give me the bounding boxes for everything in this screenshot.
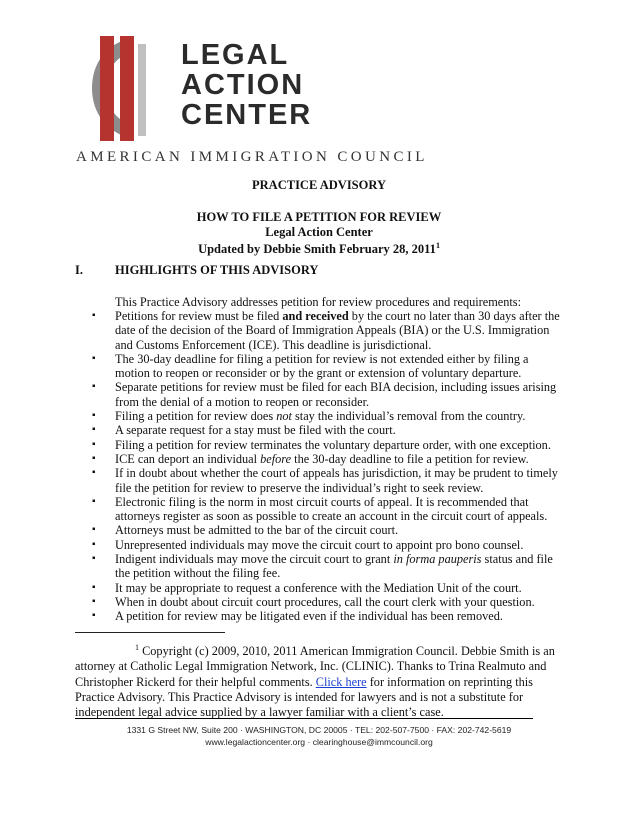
- logo-line-2: ACTION: [181, 69, 305, 101]
- legal-action-center-logo: [76, 36, 428, 168]
- footer-web: www.legalactioncenter.org · clearinghouse@immcouncil.org: [205, 737, 433, 747]
- list-item: ▪ Filing a petition for review does not stay the individual’s removal from the country.: [92, 409, 526, 424]
- logo-mark-icon: [86, 36, 166, 141]
- bullet-square-icon: ▪: [92, 610, 96, 622]
- updated-line: Updated by Debbie Smith February 28, 2011$^1$: [198, 241, 440, 257]
- reprint-info-link[interactable]: Click here: [315, 674, 367, 689]
- bullet-square-icon: ▪: [92, 553, 96, 565]
- logo-wordmark: [181, 40, 312, 130]
- logo-org-name: AMERICAN IMMIGRATION COUNCIL: [76, 149, 428, 165]
- section-heading: [75, 263, 575, 278]
- section-number: I.: [75, 263, 83, 277]
- footnote-text: Copyright (c) 2009, 2010, 2011 American Immigration Council. Debbie Smith is an attorney at Catholic Legal Immigration Network, Inc. (CLINIC). Thanks to Trina Realmuto and Christopher Rickerd for their helpful comments.: [75, 644, 555, 689]
- bullet-square-icon: ▪: [92, 381, 96, 393]
- bullet-square-icon: ▪: [92, 495, 96, 507]
- bullet-square-icon: ▪: [92, 595, 96, 607]
- list-item: ▪ When in doubt about circuit court procedures, call the court clerk with your question.: [92, 594, 535, 609]
- footnote: [75, 640, 565, 721]
- list-item: ▪ Unrepresented individuals may move the circuit court to appoint pro bono counsel.: [92, 537, 524, 552]
- logo-line-3: CENTER: [181, 99, 313, 131]
- footer-address-block: [0, 724, 638, 748]
- bullet-square-icon: ▪: [92, 538, 96, 550]
- list-item: ▪ It may be appropriate to request a conference with the Mediation Unit of the court.: [92, 580, 522, 595]
- list-item: ▪ Petitions for review must be filed and received by the court no later than 30 days after the date of the decision of the Board of Immigration Appeals (BIA) or the U.S. Immigration and Customs Enforcement (ICE). This deadline is jurisdictional.: [92, 309, 560, 352]
- bullet-square-icon: ▪: [92, 352, 96, 364]
- bullet-square-icon: ▪: [92, 524, 96, 536]
- footer-divider: [75, 718, 533, 719]
- list-item: ▪ Indigent individuals may move the circuit court to grant in forma pauperis status and file the petition without the filing fee.: [92, 552, 553, 581]
- intro-paragraph: This Practice Advisory addresses petition for review procedures and requirements:: [115, 295, 522, 309]
- bullet-square-icon: ▪: [92, 410, 96, 422]
- list-item: ▪ Attorneys must be admitted to the bar of the circuit court.: [92, 523, 399, 538]
- footnote-reference[interactable]: 1: [435, 241, 440, 250]
- list-item: ▪ A separate request for a stay must be filed with the court.: [92, 423, 396, 438]
- document-kind: PRACTICE ADVISORY: [252, 178, 386, 192]
- logo-line-1: LEGAL: [181, 39, 290, 71]
- list-item: ▪ If in doubt about whether the court of appeals has jurisdiction, it may be prudent to timely file the petition for review to preserve the individual’s right to seek review.: [92, 466, 558, 495]
- list-item: ▪ Electronic filing is the norm in most circuit courts of appeal. It is recommended that attorneys register as soon as possible to create an account in the circuit court of appeals.: [92, 494, 548, 524]
- section-title: HIGHLIGHTS OF THIS ADVISORY: [115, 263, 319, 277]
- list-item: ▪ The 30-day deadline for filing a petition for review is not extended either by filing a motion to reopen or reconsider or by the grant or extension of voluntary departure.: [92, 351, 529, 381]
- bullet-square-icon: ▪: [92, 438, 96, 450]
- document-title: HOW TO FILE A PETITION FOR REVIEW: [196, 210, 442, 224]
- bullet-square-icon: ▪: [92, 424, 96, 436]
- highlights-list: [92, 309, 562, 624]
- list-item: ▪ ICE can deport an individual before the 30-day deadline to file a petition for review.: [92, 451, 529, 466]
- bullet-square-icon: ▪: [92, 581, 96, 593]
- footnote-divider: [75, 632, 225, 633]
- bullet-square-icon: ▪: [92, 310, 96, 321]
- author-org: Legal Action Center: [265, 224, 373, 239]
- footnote-text-continued: for information on reprinting this Practice Advisory. This Practice Advisory is intended for lawyers and is not a substitute for independent legal advice supplied by a lawyer familiar with a client’s case.: [75, 674, 533, 720]
- footnote-marker: 1: [135, 643, 139, 652]
- footer-address: 1331 G Street NW, Suite 200 · WASHINGTON, DC 20005 · TEL: 202-507-7500 · FAX: 202-742-5619: [126, 725, 512, 735]
- list-item: ▪ Filing a petition for review terminates the voluntary departure order, with one exception.: [92, 437, 551, 452]
- list-item: ▪ Separate petitions for review must be filed for each BIA decision, including issues arising from the denial of a motion to reopen or reconsider.: [92, 380, 557, 409]
- bullet-square-icon: ▪: [92, 452, 96, 464]
- document-title-block: [0, 210, 638, 257]
- bullet-square-icon: ▪: [92, 467, 96, 479]
- list-item: ▪ A petition for review may be litigated even if the individual has been removed.: [92, 609, 503, 624]
